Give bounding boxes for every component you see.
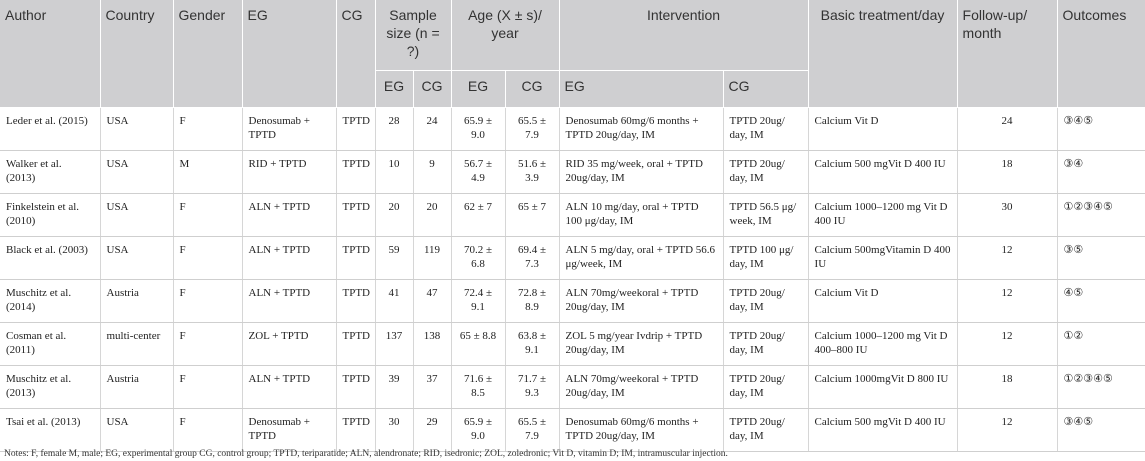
cell-eg-group: Denosumab + TPTD bbox=[242, 409, 336, 452]
header-gender: Gender bbox=[173, 0, 242, 108]
cell-age-eg: 72.4 ± 9.1 bbox=[451, 280, 505, 323]
cell-outcomes: ③④⑤ bbox=[1057, 409, 1145, 452]
cell-sample-cg: 9 bbox=[413, 151, 451, 194]
cell-outcomes: ③⑤ bbox=[1057, 237, 1145, 280]
header-sample-size: Sample size (n = ?) bbox=[375, 0, 451, 71]
cell-sample-eg: 28 bbox=[375, 108, 413, 151]
cell-cg-group: TPTD bbox=[336, 108, 375, 151]
header-basic-treatment: Basic treatment/day bbox=[808, 0, 957, 108]
cell-sample-eg: 137 bbox=[375, 323, 413, 366]
cell-age-cg: 65.5 ± 7.9 bbox=[505, 409, 559, 452]
header-author: Author bbox=[0, 0, 100, 108]
cell-follow-up: 12 bbox=[957, 237, 1057, 280]
cell-age-cg: 51.6 ± 3.9 bbox=[505, 151, 559, 194]
cell-intervention-eg: ALN 70mg/weekoral + TPTD 20ug/day, IM bbox=[559, 280, 723, 323]
cell-intervention-cg: TPTD 100 μg/ day, IM bbox=[723, 237, 808, 280]
subheader-age-eg: EG bbox=[451, 71, 505, 108]
cell-sample-eg: 10 bbox=[375, 151, 413, 194]
cell-cg-group: TPTD bbox=[336, 194, 375, 237]
cell-outcomes: ①②③④⑤ bbox=[1057, 366, 1145, 409]
cell-gender: M bbox=[173, 151, 242, 194]
table-row bbox=[0, 280, 1145, 323]
table-row bbox=[0, 409, 1145, 452]
cell-author: Tsai et al. (2013) bbox=[0, 409, 100, 452]
cell-basic-treatment: Calcium Vit D bbox=[808, 280, 957, 323]
header-eg: EG bbox=[242, 0, 336, 108]
header-outcomes: Outcomes bbox=[1057, 0, 1145, 108]
cell-gender: F bbox=[173, 409, 242, 452]
cell-age-cg: 65.5 ± 7.9 bbox=[505, 108, 559, 151]
cell-gender: F bbox=[173, 194, 242, 237]
cell-cg-group: TPTD bbox=[336, 409, 375, 452]
cell-follow-up: 12 bbox=[957, 280, 1057, 323]
cell-age-eg: 65.9 ± 9.0 bbox=[451, 108, 505, 151]
table-row bbox=[0, 151, 1145, 194]
cell-cg-group: TPTD bbox=[336, 323, 375, 366]
table-notes: Notes: F, female M, male; EG, experimental group CG, control group; TPTD, teriparatide; ALN, alendronate; RID, isedronic; ZOL, zoledronic; Vit D, vitamin D; IM, intramuscular injection. bbox=[4, 449, 728, 459]
cell-eg-group: RID + TPTD bbox=[242, 151, 336, 194]
cell-basic-treatment: Calcium Vit D bbox=[808, 108, 957, 151]
cell-author: Finkelstein et al. (2010) bbox=[0, 194, 100, 237]
cell-gender: F bbox=[173, 237, 242, 280]
header-follow-up: Follow-up/ month bbox=[957, 0, 1057, 108]
cell-eg-group: ALN + TPTD bbox=[242, 237, 336, 280]
table-row bbox=[0, 323, 1145, 366]
cell-outcomes: ③④ bbox=[1057, 151, 1145, 194]
cell-outcomes: ③④⑤ bbox=[1057, 108, 1145, 151]
cell-intervention-cg: TPTD 20ug/ day, IM bbox=[723, 409, 808, 452]
subheader-age-cg: CG bbox=[505, 71, 559, 108]
subheader-intervention-eg: EG bbox=[559, 71, 723, 108]
cell-outcomes: ①② bbox=[1057, 323, 1145, 366]
cell-intervention-eg: ZOL 5 mg/year Ivdrip + TPTD 20ug/day, IM bbox=[559, 323, 723, 366]
cell-sample-cg: 47 bbox=[413, 280, 451, 323]
cell-intervention-eg: Denosumab 60mg/6 months + TPTD 20ug/day, IM bbox=[559, 409, 723, 452]
cell-author: Walker et al. (2013) bbox=[0, 151, 100, 194]
table-row bbox=[0, 108, 1145, 151]
cell-sample-cg: 138 bbox=[413, 323, 451, 366]
cell-sample-eg: 39 bbox=[375, 366, 413, 409]
cell-outcomes: ①②③④⑤ bbox=[1057, 194, 1145, 237]
cell-country: USA bbox=[100, 194, 173, 237]
cell-country: Austria bbox=[100, 280, 173, 323]
header-cg: CG bbox=[336, 0, 375, 108]
header-country: Country bbox=[100, 0, 173, 108]
cell-intervention-cg: TPTD 20ug/ day, IM bbox=[723, 366, 808, 409]
cell-age-cg: 72.8 ± 8.9 bbox=[505, 280, 559, 323]
cell-eg-group: ZOL + TPTD bbox=[242, 323, 336, 366]
cell-age-cg: 63.8 ± 9.1 bbox=[505, 323, 559, 366]
header-row bbox=[0, 0, 1145, 71]
cell-sample-eg: 59 bbox=[375, 237, 413, 280]
cell-follow-up: 12 bbox=[957, 409, 1057, 452]
cell-author: Leder et al. (2015) bbox=[0, 108, 100, 151]
cell-sample-cg: 20 bbox=[413, 194, 451, 237]
cell-basic-treatment: Calcium 500 mgVit D 400 IU bbox=[808, 409, 957, 452]
cell-age-cg: 71.7 ± 9.3 bbox=[505, 366, 559, 409]
cell-intervention-eg: Denosumab 60mg/6 months + TPTD 20ug/day, IM bbox=[559, 108, 723, 151]
table-body bbox=[0, 108, 1145, 452]
cell-eg-group: ALN + TPTD bbox=[242, 280, 336, 323]
cell-author: Black et al. (2003) bbox=[0, 237, 100, 280]
cell-basic-treatment: Calcium 1000mgVit D 800 IU bbox=[808, 366, 957, 409]
cell-basic-treatment: Calcium 500mgVitamin D 400 IU bbox=[808, 237, 957, 280]
cell-intervention-eg: ALN 10 mg/day, oral + TPTD 100 μg/day, IM bbox=[559, 194, 723, 237]
table-row bbox=[0, 237, 1145, 280]
cell-intervention-cg: TPTD 20ug/ day, IM bbox=[723, 323, 808, 366]
cell-sample-cg: 29 bbox=[413, 409, 451, 452]
cell-follow-up: 18 bbox=[957, 366, 1057, 409]
cell-cg-group: TPTD bbox=[336, 151, 375, 194]
cell-basic-treatment: Calcium 500 mgVit D 400 IU bbox=[808, 151, 957, 194]
cell-intervention-cg: TPTD 20ug/ day, IM bbox=[723, 108, 808, 151]
cell-country: USA bbox=[100, 108, 173, 151]
cell-age-eg: 62 ± 7 bbox=[451, 194, 505, 237]
cell-sample-eg: 41 bbox=[375, 280, 413, 323]
cell-gender: F bbox=[173, 323, 242, 366]
cell-country: USA bbox=[100, 409, 173, 452]
subheader-sample-cg: CG bbox=[413, 71, 451, 108]
cell-outcomes: ④⑤ bbox=[1057, 280, 1145, 323]
cell-basic-treatment: Calcium 1000–1200 mg Vit D 400 IU bbox=[808, 194, 957, 237]
cell-author: Cosman et al. (2011) bbox=[0, 323, 100, 366]
cell-follow-up: 12 bbox=[957, 323, 1057, 366]
cell-gender: F bbox=[173, 108, 242, 151]
cell-cg-group: TPTD bbox=[336, 280, 375, 323]
cell-sample-cg: 24 bbox=[413, 108, 451, 151]
cell-country: USA bbox=[100, 237, 173, 280]
cell-age-eg: 56.7 ± 4.9 bbox=[451, 151, 505, 194]
header-age: Age (X ± s)/ year bbox=[451, 0, 559, 71]
cell-age-eg: 70.2 ± 6.8 bbox=[451, 237, 505, 280]
cell-sample-eg: 30 bbox=[375, 409, 413, 452]
cell-eg-group: ALN + TPTD bbox=[242, 194, 336, 237]
cell-follow-up: 30 bbox=[957, 194, 1057, 237]
subheader-intervention-cg: CG bbox=[723, 71, 808, 108]
table-row bbox=[0, 366, 1145, 409]
cell-author: Muschitz et al. (2014) bbox=[0, 280, 100, 323]
cell-intervention-cg: TPTD 56.5 μg/ week, IM bbox=[723, 194, 808, 237]
cell-country: USA bbox=[100, 151, 173, 194]
cell-eg-group: ALN + TPTD bbox=[242, 366, 336, 409]
cell-author: Muschitz et al. (2013) bbox=[0, 366, 100, 409]
table-row bbox=[0, 194, 1145, 237]
cell-basic-treatment: Calcium 1000–1200 mg Vit D 400–800 IU bbox=[808, 323, 957, 366]
cell-age-eg: 65 ± 8.8 bbox=[451, 323, 505, 366]
cell-intervention-eg: RID 35 mg/week, oral + TPTD 20ug/day, IM bbox=[559, 151, 723, 194]
cell-sample-cg: 37 bbox=[413, 366, 451, 409]
subheader-sample-eg: EG bbox=[375, 71, 413, 108]
cell-gender: F bbox=[173, 366, 242, 409]
header-intervention: Intervention bbox=[559, 0, 808, 71]
cell-age-cg: 69.4 ± 7.3 bbox=[505, 237, 559, 280]
cell-country: Austria bbox=[100, 366, 173, 409]
cell-intervention-eg: ALN 70mg/weekoral + TPTD 20ug/day, IM bbox=[559, 366, 723, 409]
cell-age-cg: 65 ± 7 bbox=[505, 194, 559, 237]
cell-cg-group: TPTD bbox=[336, 237, 375, 280]
cell-eg-group: Denosumab + TPTD bbox=[242, 108, 336, 151]
cell-sample-eg: 20 bbox=[375, 194, 413, 237]
cell-intervention-cg: TPTD 20ug/ day, IM bbox=[723, 280, 808, 323]
cell-age-eg: 65.9 ± 9.0 bbox=[451, 409, 505, 452]
cell-cg-group: TPTD bbox=[336, 366, 375, 409]
cell-sample-cg: 119 bbox=[413, 237, 451, 280]
cell-gender: F bbox=[173, 280, 242, 323]
cell-follow-up: 18 bbox=[957, 151, 1057, 194]
cell-follow-up: 24 bbox=[957, 108, 1057, 151]
cell-intervention-cg: TPTD 20ug/ day, IM bbox=[723, 151, 808, 194]
cell-intervention-eg: ALN 5 mg/day, oral + TPTD 56.6 μg/week, IM bbox=[559, 237, 723, 280]
cell-country: multi-center bbox=[100, 323, 173, 366]
cell-age-eg: 71.6 ± 8.5 bbox=[451, 366, 505, 409]
